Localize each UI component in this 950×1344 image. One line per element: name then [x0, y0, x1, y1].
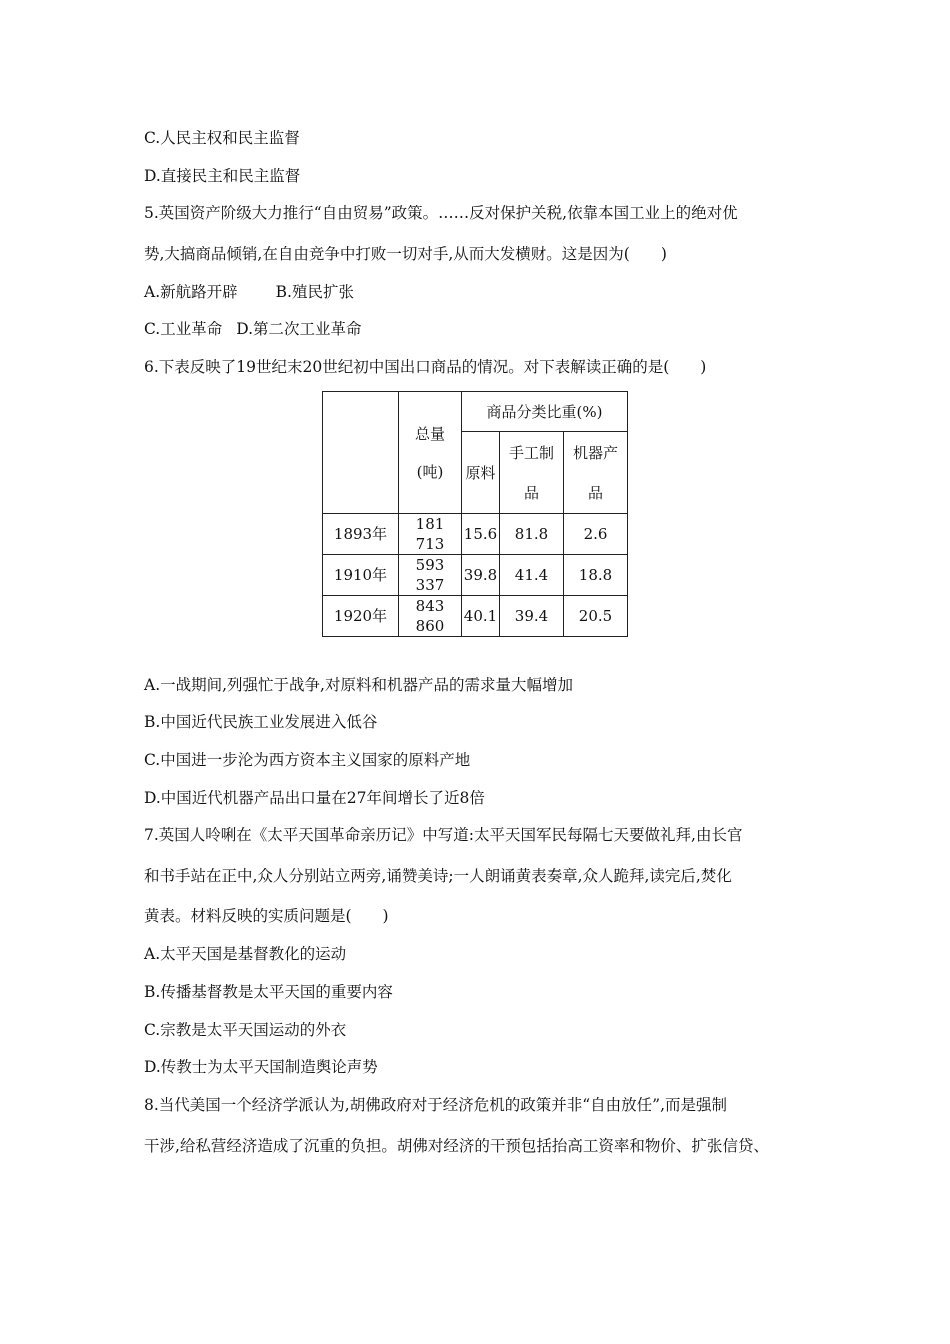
row-total: 843 860 — [399, 596, 462, 637]
q5-option-a: A.新航路开辟 — [144, 283, 238, 301]
q6-stem: 6.下表反映了19世纪末20世纪初中国出口商品的情况。对下表解读正确的是( ) — [144, 358, 707, 376]
q6-option-c: C.中国进一步沦为西方资本主义国家的原料产地 — [144, 751, 471, 769]
q6-option-a: A.一战期间,列强忙于战争,对原料和机器产品的需求量大幅增加 — [144, 676, 573, 694]
row-machine: 2.6 — [564, 514, 628, 555]
q5-options-cd — [144, 319, 362, 339]
row-handmade: 39.4 — [500, 596, 564, 637]
row-year: 1893年 — [323, 514, 399, 555]
q5-stem-line-1: 5.英国资产阶级大力推行“自由贸易”政策。……反对保护关税,依靠本国工业上的绝对优 — [144, 204, 738, 222]
header-handmade — [500, 432, 564, 514]
header-total — [399, 392, 462, 514]
q5-option-b: B.殖民扩张 — [275, 283, 354, 301]
header-raw: 原料 — [462, 432, 500, 514]
row-handmade: 41.4 — [500, 555, 564, 596]
q6-option-b: B.中国近代民族工业发展进入低谷 — [144, 713, 378, 731]
header-machine-line-2: 品 — [587, 483, 603, 502]
header-handmade-line-2: 品 — [523, 483, 539, 502]
table-row — [323, 514, 628, 555]
header-handmade-line-1: 手工制 — [508, 443, 554, 462]
table-row — [323, 596, 628, 637]
table-row — [323, 555, 628, 596]
q5-option-d: D.第二次工业革命 — [236, 320, 362, 338]
q7-stem-line-2: 和书手站在正中,众人分别站立两旁,诵赞美诗;一人朗诵黄表奏章,众人跪拜,读完后,焚化 — [144, 867, 732, 885]
q7-option-d: D.传教士为太平天国制造舆论声势 — [144, 1058, 378, 1076]
table-corner-cell — [323, 392, 399, 514]
row-raw: 40.1 — [462, 596, 500, 637]
header-total-line-2: (吨) — [416, 462, 444, 481]
row-year: 1910年 — [323, 555, 399, 596]
q5-options-ab — [144, 282, 354, 302]
row-handmade: 81.8 — [500, 514, 564, 555]
header-machine — [564, 432, 628, 514]
q5-option-c: C.工业革命 — [144, 320, 223, 338]
q4-option-d: D.直接民主和民主监督 — [144, 167, 301, 185]
q7-stem-line-3: 黄表。材料反映的实质问题是( ) — [144, 907, 389, 925]
q8-stem-line-1: 8.当代美国一个经济学派认为,胡佛政府对于经济危机的政策并非“自由放任”,而是强制 — [144, 1096, 727, 1114]
row-machine: 18.8 — [564, 555, 628, 596]
row-total: 181 713 — [399, 514, 462, 555]
row-machine: 20.5 — [564, 596, 628, 637]
row-total: 593 337 — [399, 555, 462, 596]
q7-option-b: B.传播基督教是太平天国的重要内容 — [144, 983, 393, 1001]
row-raw: 15.6 — [462, 514, 500, 555]
row-raw: 39.8 — [462, 555, 500, 596]
q7-option-a: A.太平天国是基督教化的运动 — [144, 945, 347, 963]
q7-option-c: C.宗教是太平天国运动的外衣 — [144, 1021, 347, 1039]
q8-stem-line-2: 干涉,给私营经济造成了沉重的负担。胡佛对经济的干预包括抬高工资率和物价、扩张信贷、 — [144, 1137, 769, 1155]
row-year: 1920年 — [323, 596, 399, 637]
q7-stem-line-1: 7.英国人呤唎在《太平天国革命亲历记》中写道:太平天国军民每隔七天要做礼拜,由长官 — [144, 826, 743, 844]
export-goods-table — [322, 391, 628, 637]
header-category: 商品分类比重(%) — [462, 392, 628, 432]
q6-option-d: D.中国近代机器产品出口量在27年间增长了近8倍 — [144, 789, 485, 807]
q5-stem-line-2: 势,大搞商品倾销,在自由竞争中打败一切对手,从而大发横财。这是因为( ) — [144, 245, 667, 263]
header-machine-line-1: 机器产 — [572, 443, 618, 462]
q4-option-c: C.人民主权和民主监督 — [144, 129, 300, 147]
header-total-line-1: 总量 — [414, 424, 445, 443]
